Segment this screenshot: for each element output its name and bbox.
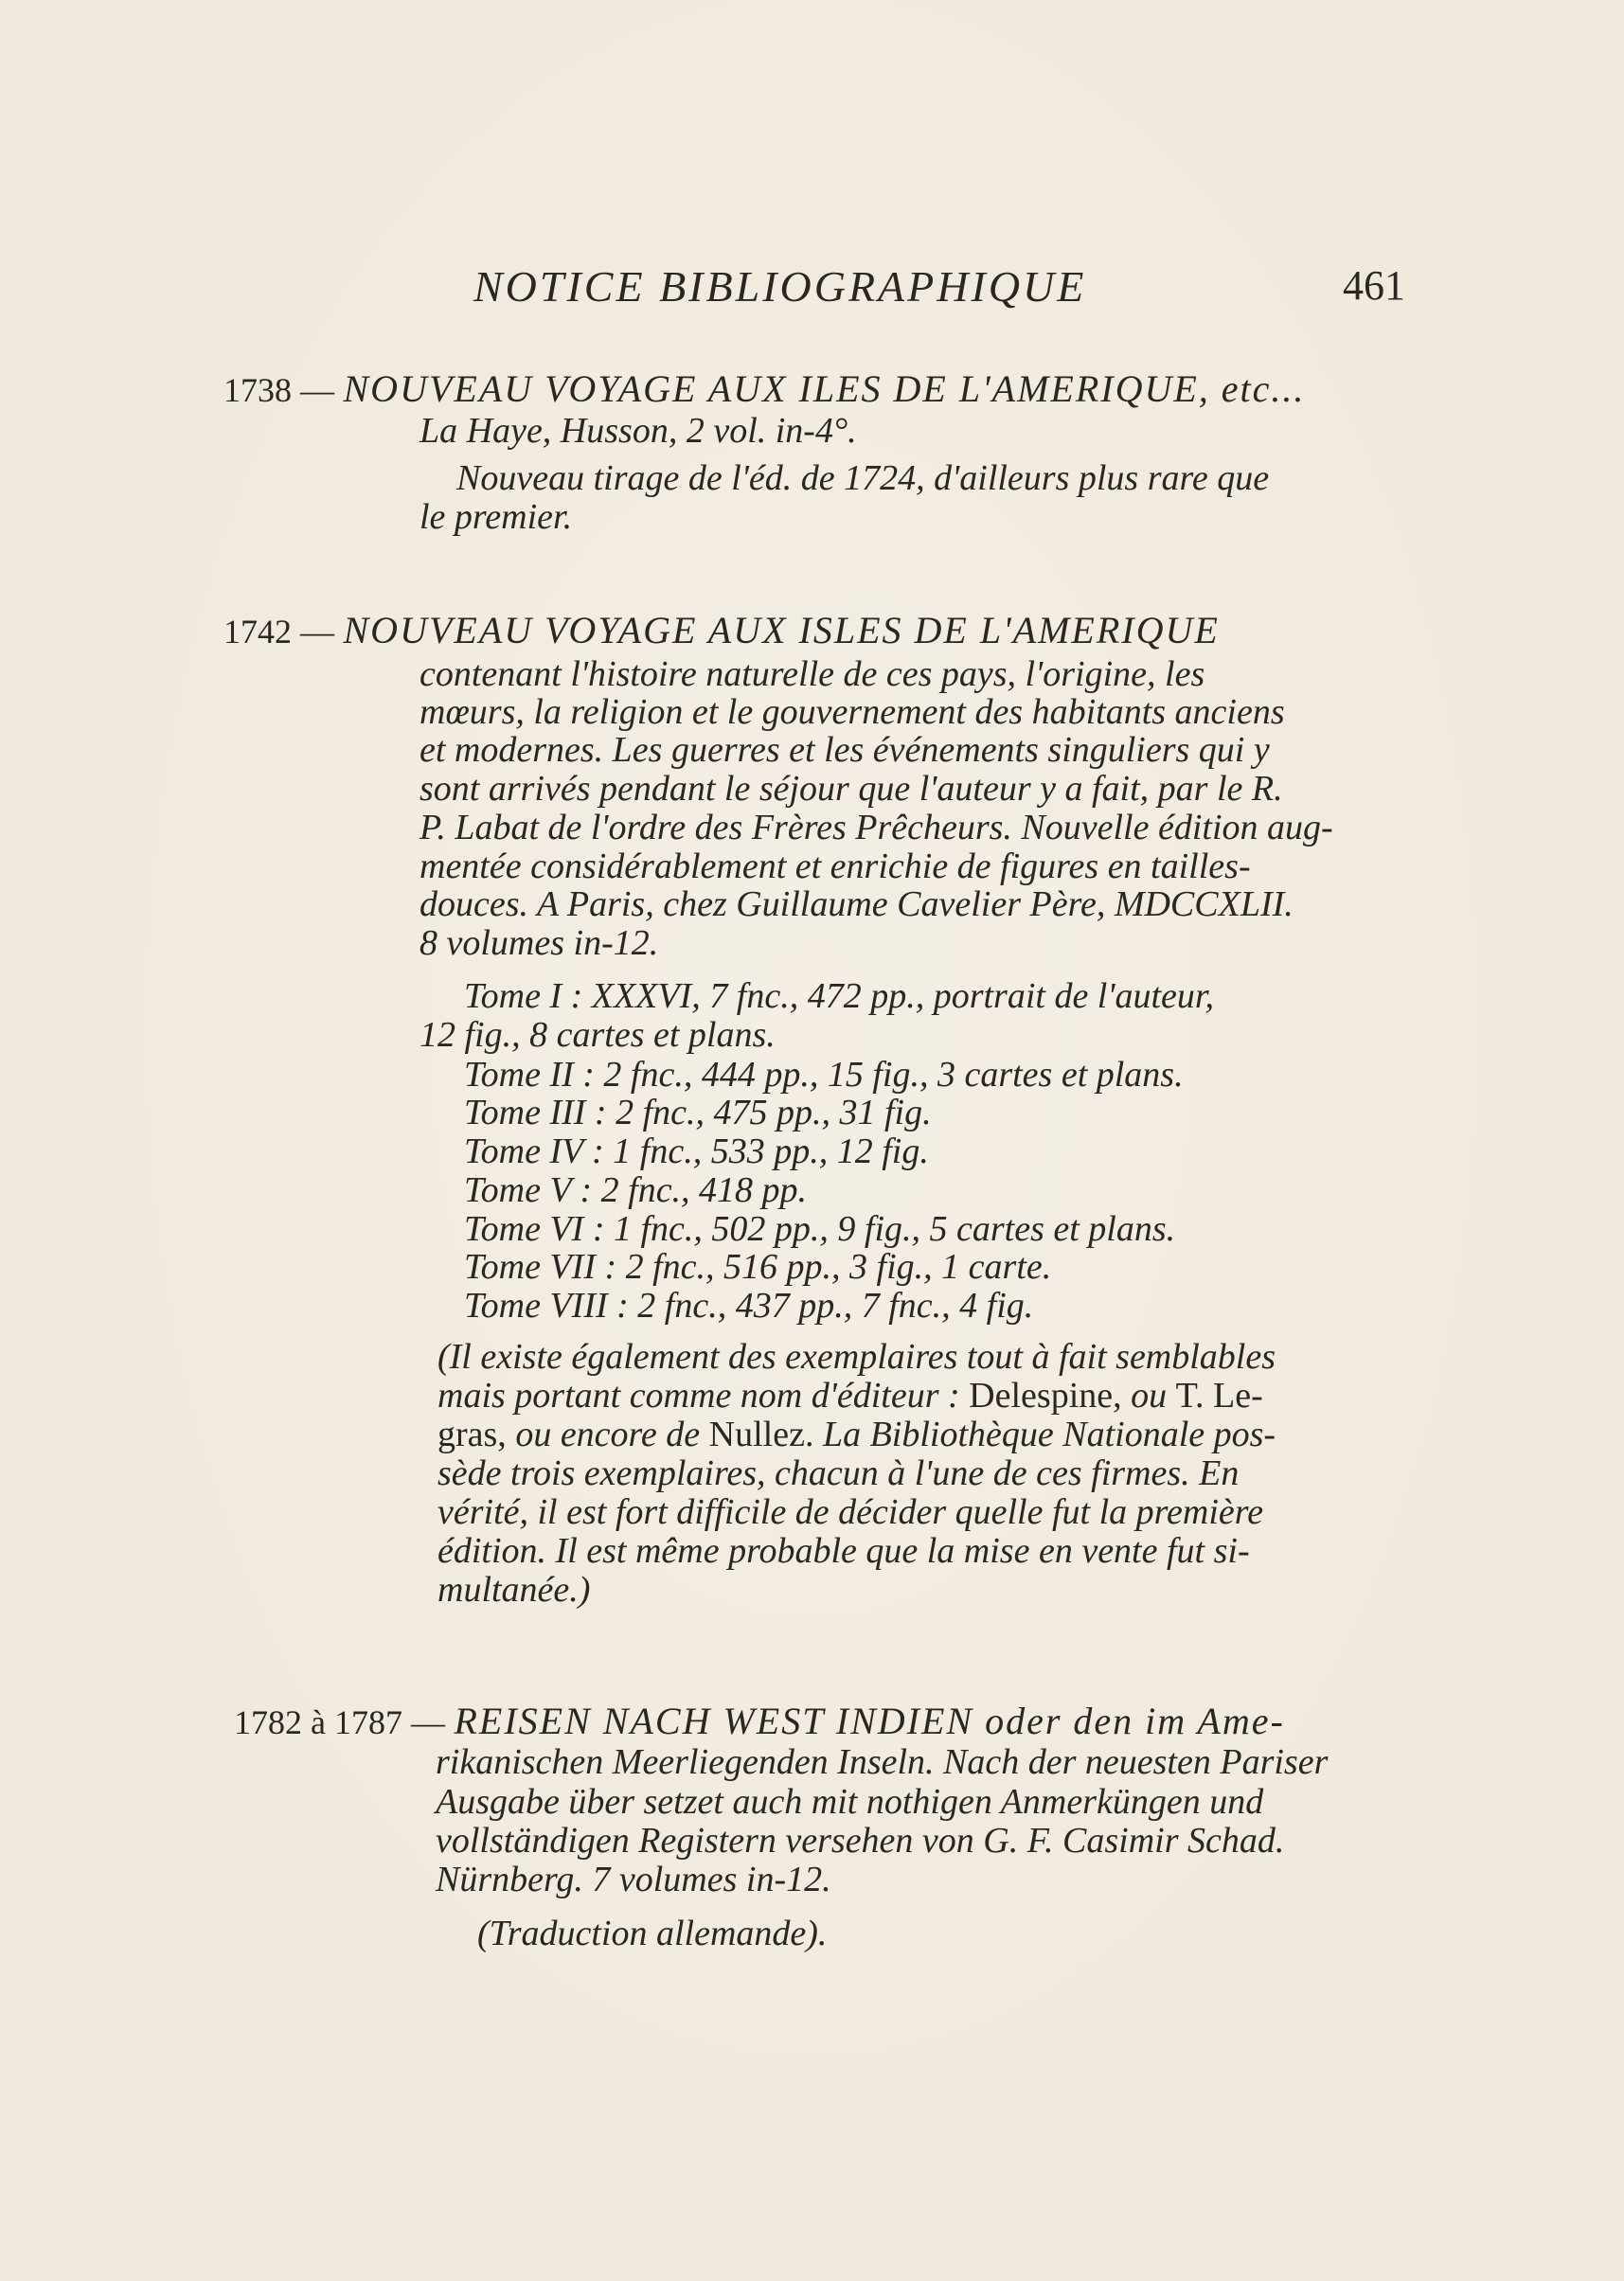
publisher-name: Delespine,	[969, 1376, 1122, 1416]
entry-line: le premier.	[419, 497, 573, 537]
entry-heading	[223, 366, 1305, 411]
tome-line: Tome IV : 1 fnc., 533 pp., 12 fig.	[464, 1132, 929, 1171]
entry-line: La Haye, Husson, 2 vol. in-4°.	[419, 411, 857, 451]
tome-line: Tome II : 2 fnc., 444 pp., 15 fig., 3 cartes et plans.	[464, 1055, 1184, 1095]
tome-line: Tome I : XXXVI, 7 fnc., 472 pp., portrait de l'auteur,	[464, 976, 1214, 1016]
note-line: vérité, il est fort difficile de décider quelle fut la première	[437, 1492, 1263, 1532]
note-text: mais portant comme nom d'éditeur :	[437, 1376, 970, 1416]
entry-line: mentée considérablement et enrichie de figures en tailles-	[419, 846, 1251, 886]
entry-year: 1738 —	[223, 371, 334, 409]
tome-line: Tome VII : 2 fnc., 516 pp., 3 fig., 1 carte.	[464, 1247, 1052, 1287]
note-line: (Il existe également des exemplaires tout à fait semblables	[437, 1337, 1276, 1377]
entry-line: Nürnberg. 7 volumes in-12.	[436, 1860, 831, 1899]
note-line: sède trois exemplaires, chacun à l'une de ces firmes. En	[437, 1453, 1240, 1493]
entry-line: rikanischen Meerliegenden Inseln. Nach der neuesten Pariser	[436, 1742, 1329, 1782]
entry-line: P. Labat de l'ordre des Frères Prêcheurs. Nouvelle édition aug-	[419, 808, 1333, 847]
entry-line: douces. A Paris, chez Guillaume Cavelier Père, MDCCXLII.	[419, 884, 1294, 924]
publisher-name: T. Le-	[1175, 1376, 1263, 1416]
entry-title: NOUVEAU VOYAGE AUX ILES DE L'AMERIQUE, etc...	[343, 367, 1306, 410]
publisher-name: gras,	[437, 1415, 507, 1454]
note-text: ou	[1121, 1376, 1176, 1416]
entry-line: contenant l'histoire naturelle de ces pays, l'origine, les	[419, 654, 1205, 694]
entry-year: 1742 —	[223, 613, 334, 650]
entry-year: 1782 à 1787 —	[234, 1703, 445, 1741]
tome-line: Tome V : 2 fnc., 418 pp.	[464, 1170, 808, 1210]
tome-line: Tome VI : 1 fnc., 502 pp., 9 fig., 5 cartes et plans.	[464, 1209, 1176, 1249]
note-text: La Bibliothèque Nationale pos-	[813, 1415, 1276, 1454]
note-line: édition. Il est même probable que la mise en vente fut si-	[437, 1531, 1250, 1571]
tome-line: Tome III : 2 fnc., 475 pp., 31 fig.	[464, 1093, 932, 1132]
note-text: ou encore de	[506, 1415, 709, 1454]
tome-line: 12 fig., 8 cartes et plans.	[419, 1015, 776, 1055]
entry-line: sont arrivés pendant le séjour que l'auteur y a fait, par le R.	[419, 769, 1283, 809]
entry-line: vollständigen Registern versehen von G. F. Casimir Schad.	[436, 1821, 1285, 1861]
page-number: 461	[1343, 262, 1405, 309]
entry-title: NOUVEAU VOYAGE AUX ISLES DE L'AMERIQUE	[343, 609, 1220, 651]
entry-title: REISEN NACH WEST INDIEN oder den im Ame-	[454, 1700, 1285, 1742]
tome-line: Tome VIII : 2 fnc., 437 pp., 7 fnc., 4 fig.	[464, 1286, 1034, 1326]
entry-line: Ausgabe über setzet auch mit nothigen Anmerküngen und	[436, 1782, 1264, 1822]
running-title: NOTICE BIBLIOGRAPHIQUE	[473, 262, 1087, 311]
entry-line: mœurs, la religion et le gouvernement des habitants anciens	[419, 692, 1285, 732]
entry-line: et modernes. Les guerres et les événements singuliers qui y	[419, 730, 1270, 770]
note-line	[437, 1375, 1263, 1417]
note-line	[437, 1414, 1276, 1455]
entry-line: Nouveau tirage de l'éd. de 1724, d'ailleurs plus rare que	[456, 458, 1270, 498]
publisher-name: Nullez.	[708, 1415, 814, 1454]
entry-heading	[223, 608, 1220, 652]
entry-line: (Traduction allemande).	[477, 1914, 828, 1953]
entry-line: 8 volumes in-12.	[419, 923, 659, 963]
entry-heading	[234, 1699, 1285, 1743]
note-line: multanée.)	[437, 1570, 591, 1610]
